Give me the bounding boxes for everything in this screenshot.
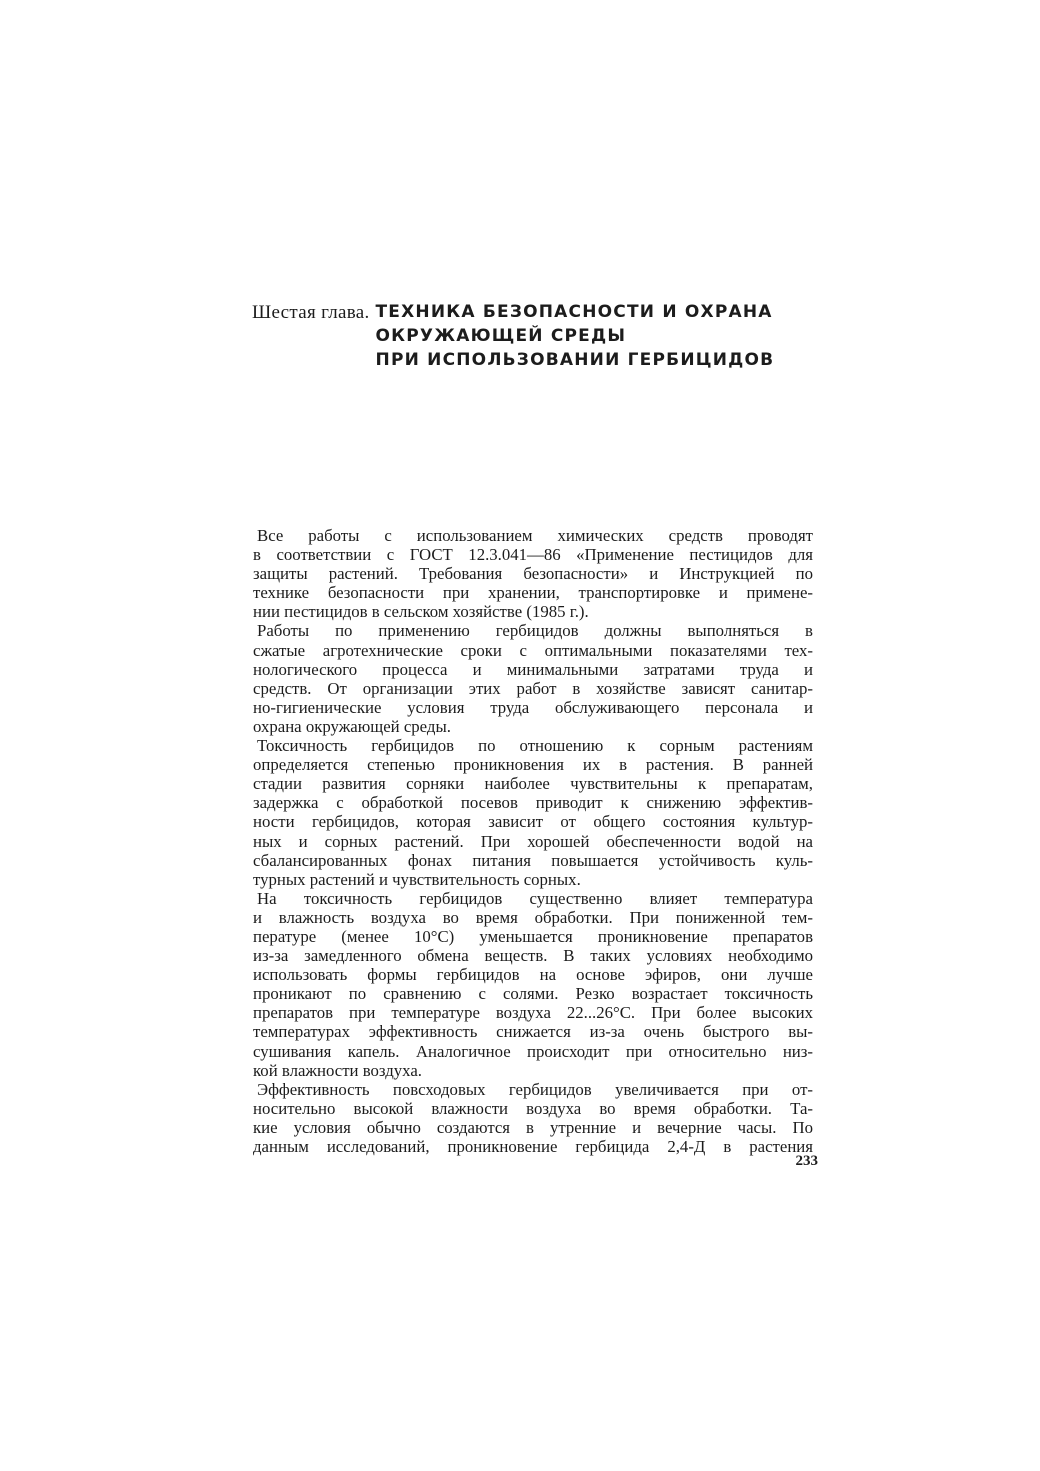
text-line: сушивания капель. Аналогичное происходит при относительно низ- xyxy=(253,1041,813,1061)
paragraph xyxy=(253,526,813,621)
text-line: ных и сорных растений. При хорошей обеспеченности водой на xyxy=(253,831,813,851)
text-line: пературе (менее 10°С) уменьшается проникновение препаратов xyxy=(253,926,813,946)
text-line: сбалансированных фонах питания повышается устойчивость куль- xyxy=(253,850,813,870)
body-text xyxy=(253,526,813,1156)
text-line: технике безопасности при хранении, транспортировке и примене- xyxy=(253,583,813,603)
text-line: охрана окружающей среды. xyxy=(253,716,451,736)
chapter-label: Шестая глава. xyxy=(252,302,370,323)
chapter-title xyxy=(376,300,775,372)
text-line: нологического процесса и минимальными затратами труда и xyxy=(253,659,813,679)
text-line: из-за замедленного обмена веществ. В таких условиях необходимо xyxy=(253,946,813,966)
text-line: в соответствии с ГОСТ 12.3.041—86 «Применение пестицидов для xyxy=(253,545,813,565)
text-line: и влажность воздуха во время обработки. При пониженной тем- xyxy=(253,907,813,927)
text-line: ности гербицидов, которая зависит от общего состояния культур- xyxy=(253,812,813,832)
text-line: турных растений и чувствительность сорных. xyxy=(253,869,581,889)
text-line: Работы по применению гербицидов должны выполняться в xyxy=(257,621,813,641)
text-line: но-гигиенические условия труда обслуживающего персонала и xyxy=(253,697,813,717)
text-line: кой влажности воздуха. xyxy=(253,1060,422,1080)
chapter-title-line: ПРИ ИСПОЛЬЗОВАНИИ ГЕРБИЦИДОВ xyxy=(375,350,775,370)
text-line: Токсичность гербицидов по отношению к сорным растениям xyxy=(257,736,813,756)
paragraph xyxy=(253,621,813,736)
paragraph xyxy=(253,889,813,1080)
text-line: носительно высокой влажности воздуха во время обработки. Та- xyxy=(253,1098,813,1118)
paragraph xyxy=(253,736,813,889)
chapter-title-line: ОКРУЖАЮЩЕЙ СРЕДЫ xyxy=(375,326,627,346)
text-line: определяется степенью проникновения их в растения. В ранней xyxy=(253,755,813,775)
text-line: задержка с обработкой посевов приводит к снижению эффектив- xyxy=(253,793,813,813)
chapter-title-line: ТЕХНИКА БЕЗОПАСНОСТИ И ОХРАНА xyxy=(375,302,773,322)
text-line: использовать формы гербицидов на основе эфиров, они лучше xyxy=(253,965,813,985)
text-line: проникают по сравнению с солями. Резко возрастает токсичность xyxy=(253,984,813,1004)
paragraph xyxy=(253,1080,813,1156)
text-line: Все работы с использованием химических средств проводят xyxy=(257,526,813,545)
text-line: стадии развития сорняки наиболее чувствительны к препаратам, xyxy=(253,774,813,794)
text-line: кие условия обычно создаются в утренние и вечерние часы. По xyxy=(253,1117,813,1137)
text-line: средств. От организации этих работ в хозяйстве зависят санитар- xyxy=(253,678,813,698)
page-number: 233 xyxy=(795,1153,818,1169)
text-line: препаратов при температуре воздуха 22...26°С. При более высоких xyxy=(253,1003,813,1023)
text-line: Эффективность повсходовых гербицидов увеличивается при от- xyxy=(257,1079,813,1099)
text-line: температурах эффективность снижается из-за очень быстрого вы- xyxy=(253,1022,813,1042)
text-line: нии пестицидов в сельском хозяйстве (1985 г.). xyxy=(253,602,589,622)
text-line: данным исследований, проникновение гербицида 2,4-Д в растения xyxy=(253,1137,813,1156)
text-line: сжатые агротехнические сроки с оптимальными показателями тех- xyxy=(253,640,813,660)
chapter-heading xyxy=(252,300,812,372)
text-line: На токсичность гербицидов существенно влияет температура xyxy=(257,888,813,908)
text-line: защиты растений. Требования безопасности» и Инструкцией по xyxy=(253,564,813,584)
